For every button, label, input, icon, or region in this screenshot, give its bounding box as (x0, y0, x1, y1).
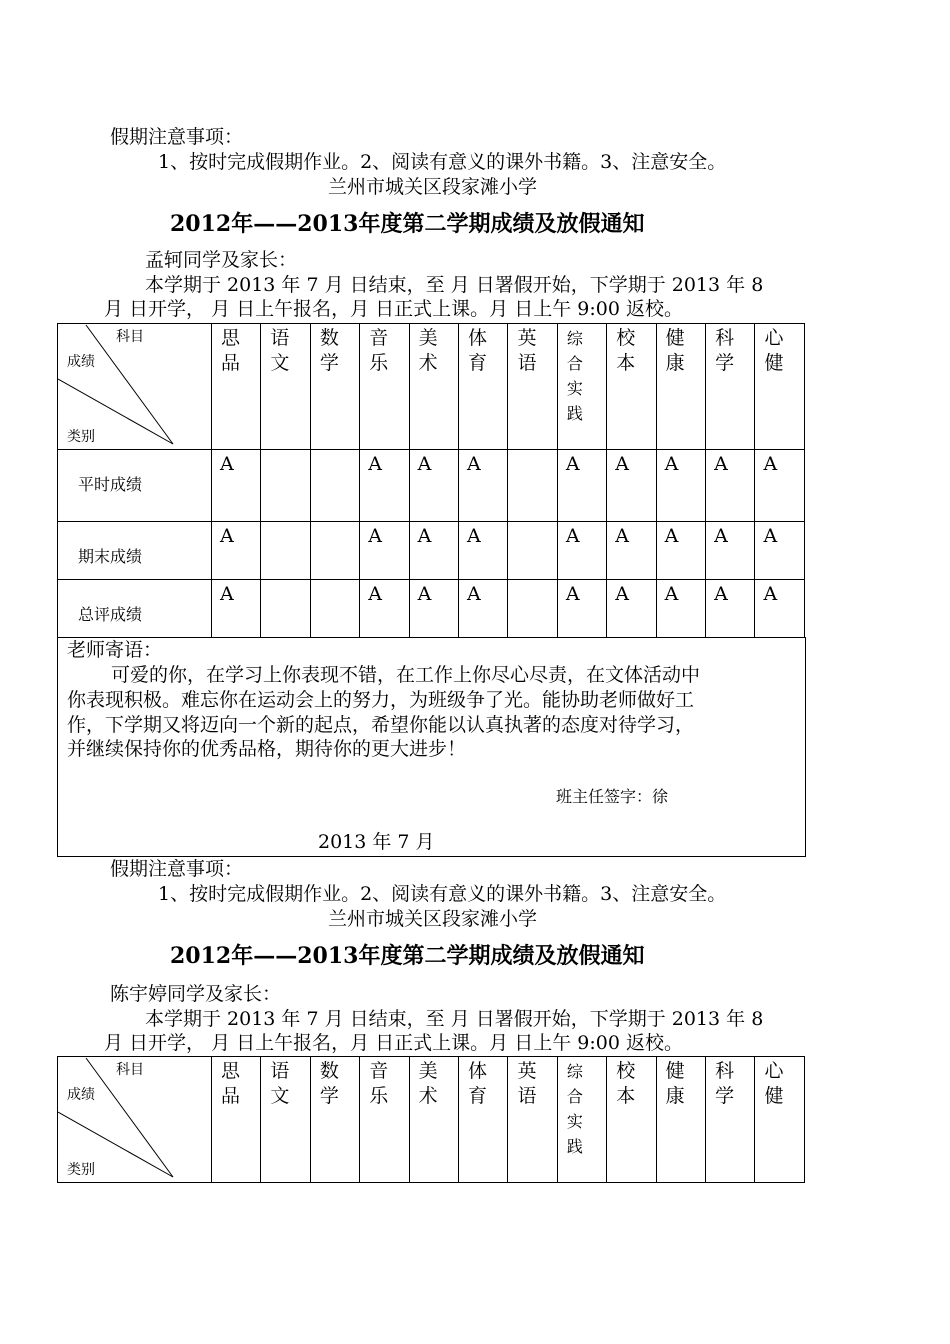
comment-date: 2013 年 7 月 (318, 831, 435, 853)
grade-cell: A (459, 450, 508, 522)
subject-header: 体育 (459, 324, 508, 450)
grade-cell: A (607, 450, 656, 522)
subject-header: 英语 (508, 1057, 557, 1183)
subject-header: 语文 (261, 324, 310, 450)
intro-line-1: 本学期于 2013 年 7 月 日结束，至 月 日署假开始，下学期于 2013 年 8 (145, 1008, 764, 1030)
intro-line-1: 本学期于 2013 年 7 月 日结束，至 月 日署假开始，下学期于 2013 年 8 (145, 274, 764, 296)
subject-header: 美术 (409, 324, 458, 450)
grade-cell: A (212, 522, 261, 580)
table-corner-header (58, 324, 212, 450)
comment-label: 老师寄语： (67, 639, 163, 661)
corner-category-label: 类别 (67, 429, 95, 445)
grade-cell: A (656, 522, 705, 580)
table-row (58, 580, 805, 638)
subject-header: 音乐 (360, 1057, 409, 1183)
grade-cell: A (557, 450, 606, 522)
corner-subject-label: 科目 (116, 1062, 144, 1078)
grade-cell (310, 522, 359, 580)
subject-header: 数学 (310, 1057, 359, 1183)
subject-header: 科学 (706, 324, 755, 450)
corner-grade-label: 成绩 (67, 354, 95, 370)
teacher-comment-box (57, 637, 806, 857)
subject-header: 心健 (755, 324, 805, 450)
grade-cell: A (360, 522, 409, 580)
subject-header: 思品 (212, 1057, 261, 1183)
grade-cell: A (409, 580, 458, 638)
subject-header: 英语 (508, 324, 557, 450)
subject-header: 心健 (755, 1057, 805, 1183)
notice-title: 2012年——2013年度第二学期成绩及放假通知 (170, 211, 645, 237)
grade-cell: A (607, 580, 656, 638)
row-label: 总评成绩 (58, 580, 212, 638)
subject-header: 思品 (212, 324, 261, 450)
grade-cell: A (459, 580, 508, 638)
grade-cell: A (656, 450, 705, 522)
corner-grade-label: 成绩 (67, 1087, 95, 1103)
row-label: 平时成绩 (58, 450, 212, 522)
grade-cell: A (409, 450, 458, 522)
grade-cell: A (360, 580, 409, 638)
grade-cell (508, 450, 557, 522)
holiday-notes-items: 1、按时完成假期作业。2、阅读有意义的课外书籍。3、注意安全。 (158, 883, 727, 905)
comment-line: 你表现积极。难忘你在运动会上的努力，为班级争了光。能协助老师做好工 (67, 689, 695, 711)
grade-cell: A (656, 580, 705, 638)
grade-cell (508, 522, 557, 580)
subject-header: 健康 (656, 324, 705, 450)
comment-line: 并继续保持你的优秀品格，期待你的更大进步！ (67, 738, 467, 760)
grade-cell: A (706, 580, 755, 638)
subject-header: 科学 (706, 1057, 755, 1183)
notice-title: 2012年——2013年度第二学期成绩及放假通知 (170, 943, 645, 969)
grade-cell: A (409, 522, 458, 580)
grade-cell: A (459, 522, 508, 580)
table-row (58, 522, 805, 580)
row-label: 期末成绩 (58, 522, 212, 580)
school-name: 兰州市城关区段家滩小学 (328, 176, 538, 198)
grade-cell: A (557, 580, 606, 638)
grade-cell (261, 450, 310, 522)
grade-cell: A (607, 522, 656, 580)
grade-cell: A (706, 522, 755, 580)
subject-header: 音乐 (360, 324, 409, 450)
subject-header: 数学 (310, 324, 359, 450)
corner-category-label: 类别 (67, 1162, 95, 1178)
student-greeting: 孟轲同学及家长： (145, 249, 298, 271)
holiday-notes-header: 假期注意事项： (110, 858, 244, 880)
grade-cell: A (212, 450, 261, 522)
table-corner-header (58, 1057, 212, 1183)
grade-table (57, 323, 805, 638)
grade-cell (508, 580, 557, 638)
grade-cell: A (557, 522, 606, 580)
corner-subject-label: 科目 (116, 329, 144, 345)
subject-header: 综合实践 (557, 324, 606, 450)
grade-cell (310, 580, 359, 638)
grade-table (57, 1056, 805, 1183)
grade-cell (261, 522, 310, 580)
school-name: 兰州市城关区段家滩小学 (328, 908, 538, 930)
subject-header: 语文 (261, 1057, 310, 1183)
student-greeting: 陈宇婷同学及家长： (110, 983, 282, 1005)
teacher-signature: 班主任签字：徐 (556, 787, 669, 806)
grade-cell: A (755, 450, 805, 522)
subject-header: 美术 (409, 1057, 458, 1183)
grade-cell: A (755, 522, 805, 580)
subject-header: 健康 (656, 1057, 705, 1183)
holiday-notes-items: 1、按时完成假期作业。2、阅读有意义的课外书籍。3、注意安全。 (158, 151, 727, 173)
grade-cell: A (212, 580, 261, 638)
intro-line-2: 月 日开学， 月 日上午报名，月 日正式上课。月 日上午 9:00 返校。 (104, 1032, 683, 1054)
grade-cell: A (360, 450, 409, 522)
comment-line: 作，下学期又将迈向一个新的起点，希望你能以认真执著的态度对待学习， (67, 714, 695, 736)
grade-cell (261, 580, 310, 638)
subject-header: 校本 (607, 324, 656, 450)
holiday-notes-header: 假期注意事项： (110, 126, 244, 148)
intro-line-2: 月 日开学， 月 日上午报名，月 日正式上课。月 日上午 9:00 返校。 (104, 298, 683, 320)
subject-header: 校本 (607, 1057, 656, 1183)
subject-header: 综合实践 (557, 1057, 606, 1183)
comment-line: 可爱的你，在学习上你表现不错，在工作上你尽心尽责，在文体活动中 (111, 664, 701, 686)
grade-cell (310, 450, 359, 522)
grade-cell: A (706, 450, 755, 522)
subject-header: 体育 (459, 1057, 508, 1183)
grade-cell: A (755, 580, 805, 638)
table-row (58, 450, 805, 522)
